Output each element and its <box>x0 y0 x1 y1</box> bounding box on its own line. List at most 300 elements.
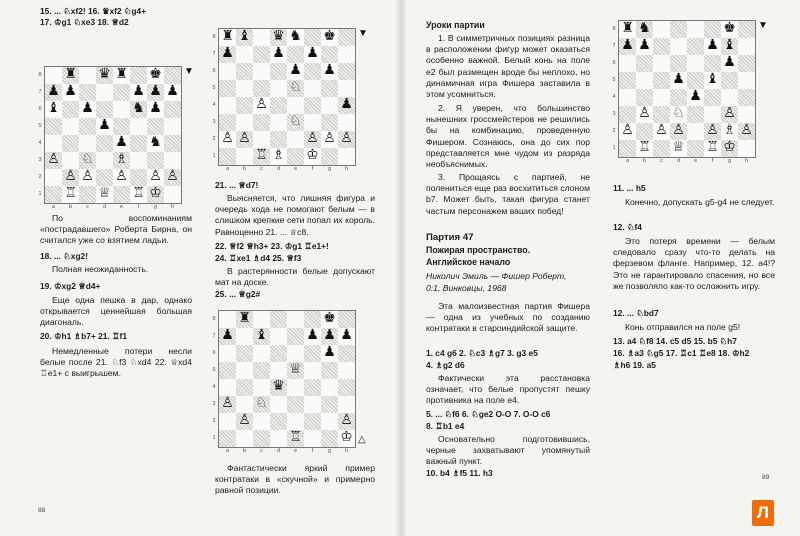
chess-piece: ♟ <box>306 327 319 343</box>
board-square <box>79 118 96 135</box>
file-label: e <box>693 158 698 164</box>
chess-piece: ♘ <box>672 105 685 121</box>
board-square <box>253 379 270 396</box>
board-square <box>236 379 253 396</box>
board-square <box>287 97 304 114</box>
chess-piece: ♝ <box>255 327 268 343</box>
paragraph-surprise: Полная неожиданность. <box>52 264 149 274</box>
board-square <box>287 379 304 396</box>
board-square <box>636 123 653 140</box>
chess-piece: ♟ <box>340 96 353 112</box>
game-subtitle: Пожирая пространство. <box>426 245 531 255</box>
board-square <box>164 152 181 169</box>
board-3 <box>210 310 368 456</box>
board-square <box>304 396 321 413</box>
board-square <box>287 131 304 148</box>
board-square <box>287 413 304 430</box>
rank-label: 6 <box>38 106 42 112</box>
chess-piece: ♖ <box>706 139 719 155</box>
chess-piece: ♟ <box>132 83 145 99</box>
chess-piece: ♚ <box>323 310 336 326</box>
file-label: c <box>86 204 89 210</box>
board-square <box>79 186 96 203</box>
board-square <box>687 123 704 140</box>
rank-label: 4 <box>212 384 216 390</box>
paragraph-losses: Немедленные потери несли белые после 21. ♘f3 ♘xd4 22. ♕xd4 ♖e1+ с выигрышем. <box>40 346 192 379</box>
chess-piece: ♘ <box>289 79 302 95</box>
paragraph-byrne-memory: По воспоминаниям «пострадавшего» Роберта Бирна, он считался уже со взятием ладьи. <box>40 213 192 246</box>
board-square <box>619 89 636 106</box>
lesson-1: 1. В симметричных позициях разница в расположении фигур может оказаться особенно важной. Белый конь на поле e2 был размещен вроде бы неплохо, но динамичная игра Фишера заставила в этом усомниться. <box>426 33 590 100</box>
board-square <box>253 362 270 379</box>
chess-piece: ♙ <box>638 105 651 121</box>
board-square <box>270 362 287 379</box>
rank-label: 7 <box>38 89 42 95</box>
board-square <box>338 114 355 131</box>
move-line-15: 15. ... ♘xf2! 16. ♛xf2 ♘g4+ <box>40 6 147 16</box>
board-square <box>147 152 164 169</box>
side-to-move-icon: ▼ <box>758 20 768 31</box>
chess-piece: ♖ <box>289 429 302 445</box>
board-square <box>253 63 270 80</box>
board-square <box>321 80 338 97</box>
chess-piece: ♘ <box>81 151 94 167</box>
board-square <box>62 135 79 152</box>
board-square <box>270 131 287 148</box>
chess-piece: ♞ <box>132 100 145 116</box>
board-square <box>704 89 721 106</box>
chess-piece: ♗ <box>723 122 736 138</box>
board-4 <box>610 20 768 166</box>
chess-piece: ♙ <box>706 122 719 138</box>
board-square <box>687 140 704 157</box>
comment-g5-g4: Конечно, допускать g5-g4 не следует. <box>625 197 775 207</box>
rank-label: 6 <box>212 68 216 74</box>
move-21-reply: 21. ... ♕d7! <box>215 180 259 190</box>
chess-piece: ♟ <box>166 83 179 99</box>
chess-piece: ♟ <box>289 62 302 78</box>
board-square <box>253 413 270 430</box>
board-square <box>96 152 113 169</box>
chess-piece: ♗ <box>115 151 128 167</box>
file-labels <box>45 204 181 210</box>
board-square <box>304 362 321 379</box>
board-square <box>687 55 704 72</box>
board-square <box>619 140 636 157</box>
moves-5-7: 5. ... ♘f6 6. ♘ge2 O-O 7. O-O c6 <box>426 409 551 419</box>
board-square <box>687 21 704 38</box>
rank-label: 3 <box>212 119 216 125</box>
board-square <box>304 114 321 131</box>
move-18: 18. ... ♘xg2! <box>40 251 89 261</box>
board-square <box>253 46 270 63</box>
chess-piece: ♝ <box>706 71 719 87</box>
move-20: 20. ♔h1 ♗b7+ 21. ♖f1 <box>40 331 128 341</box>
move-line-17: 17. ♔g1 ♘xe3 18. ♕d2 <box>40 17 129 28</box>
board-square <box>62 101 79 118</box>
board-square <box>45 169 62 186</box>
rank-label: 6 <box>612 60 616 66</box>
board-square <box>287 311 304 328</box>
board-square <box>79 67 96 84</box>
board-square <box>96 135 113 152</box>
board-square <box>287 345 304 362</box>
board-square <box>321 148 338 165</box>
board-2 <box>210 28 368 174</box>
rank-label: 6 <box>212 350 216 356</box>
board-square <box>321 114 338 131</box>
lessons-title: Уроки партии <box>426 20 485 30</box>
chess-piece: ♙ <box>323 130 336 146</box>
board-square <box>338 148 355 165</box>
rank-label: 3 <box>612 111 616 117</box>
file-labels <box>219 448 355 454</box>
board-square <box>236 63 253 80</box>
chess-piece: ♟ <box>323 327 336 343</box>
paragraph-confusion: В растерянности белые допускают мат на доске. <box>215 266 375 288</box>
rank-label: 3 <box>38 157 42 163</box>
board-square <box>304 379 321 396</box>
board-square <box>304 345 321 362</box>
board-square <box>619 106 636 123</box>
comment-knight-g5: Конь отправился на поле g5! <box>625 322 741 332</box>
board-square <box>253 114 270 131</box>
paragraph-prepared: Основательно подготовившись, черные захватывают упомянутый важный пункт. <box>426 434 590 467</box>
lesson-2: 2. Я уверен, что большинство нынешних гроссмейстеров не решились бы на комбинацию, проведенную Фишером. Сознаюсь, она до сих пор представляется мне чудом из разряда необъяснимых. <box>426 103 590 170</box>
board-square <box>113 101 130 118</box>
board-square <box>704 106 721 123</box>
file-label: c <box>260 448 263 454</box>
chess-piece: ♙ <box>340 130 353 146</box>
file-labels <box>219 166 355 172</box>
rank-label: 8 <box>212 34 216 40</box>
chess-piece: ♛ <box>272 28 285 44</box>
board-square <box>738 140 755 157</box>
chess-piece: ♟ <box>221 45 234 61</box>
page-gutter <box>396 0 406 536</box>
board-square <box>164 135 181 152</box>
board-square <box>219 97 236 114</box>
chess-piece: ♔ <box>149 185 162 201</box>
board-square <box>164 186 181 203</box>
moves-24-25: 24. ♖xe1 ♗d4 25. ♕f3 <box>215 253 302 263</box>
rank-label: 2 <box>612 128 616 134</box>
board-square <box>670 21 687 38</box>
board-square <box>636 55 653 72</box>
game-title: Партия 47 <box>426 232 474 243</box>
rank-label: 1 <box>612 145 616 151</box>
board-square <box>45 186 62 203</box>
board-square <box>130 67 147 84</box>
board-square <box>113 84 130 101</box>
file-label: g <box>327 166 332 172</box>
rank-label: 5 <box>38 123 42 129</box>
board-square <box>321 396 338 413</box>
board-square <box>636 89 653 106</box>
board-square <box>738 55 755 72</box>
board-square <box>45 135 62 152</box>
moves-1-3: 1. c4 g6 2. ♘c3 ♗g7 3. g3 e5 <box>426 348 538 358</box>
side-to-move-icon: △ <box>358 434 366 445</box>
paragraph-fantastic: Фантастически яркий пример контратаки в «скучной» и примерно равной позиции. <box>215 463 375 496</box>
board-square <box>236 430 253 447</box>
move-11-reply: 11. ... h5 <box>613 183 646 193</box>
file-label: f <box>137 204 140 210</box>
chess-piece: ♜ <box>221 28 234 44</box>
chess-piece: ♟ <box>149 83 162 99</box>
board-square <box>321 430 338 447</box>
board-square <box>619 72 636 89</box>
board-square <box>236 46 253 63</box>
side-to-move-icon: ▼ <box>184 66 194 77</box>
board-square <box>236 114 253 131</box>
chess-piece: ♝ <box>47 100 60 116</box>
board-square <box>164 101 181 118</box>
rank-labels <box>36 67 44 203</box>
chess-piece: ♙ <box>621 122 634 138</box>
board-square <box>236 97 253 114</box>
board-square <box>670 38 687 55</box>
rank-label: 2 <box>212 136 216 142</box>
opening-name: Английское начало <box>426 257 511 267</box>
rank-label: 7 <box>212 333 216 339</box>
game-result: 0:1, Винковцы, 1968 <box>426 283 507 293</box>
rank-label: 8 <box>212 316 216 322</box>
file-label: b <box>642 158 647 164</box>
rank-label: 4 <box>38 140 42 146</box>
chess-piece: ♟ <box>115 134 128 150</box>
chess-piece: ♖ <box>64 185 77 201</box>
chess-piece: ♔ <box>723 139 736 155</box>
file-label: g <box>153 204 158 210</box>
chess-piece: ♟ <box>47 83 60 99</box>
rank-label: 4 <box>612 94 616 100</box>
file-label: d <box>276 166 281 172</box>
file-label: b <box>242 448 247 454</box>
chess-piece: ♟ <box>306 45 319 61</box>
chess-piece: ♚ <box>723 20 736 36</box>
board-square <box>113 118 130 135</box>
board-square <box>738 106 755 123</box>
board-square <box>653 55 670 72</box>
rank-label: 8 <box>612 26 616 32</box>
file-label: h <box>170 204 175 210</box>
chess-piece: ♝ <box>723 37 736 53</box>
board-frame <box>618 20 756 158</box>
board-square <box>219 345 236 362</box>
board-square <box>321 379 338 396</box>
rank-label: 2 <box>38 174 42 180</box>
board-square <box>304 413 321 430</box>
chess-piece: ♙ <box>655 122 668 138</box>
board-frame <box>44 66 182 204</box>
chess-piece: ♙ <box>64 168 77 184</box>
chess-piece: ♟ <box>723 54 736 70</box>
paragraph-extra-piece: Выясняется, что лишняя фигура и очередь хода не помогают белым — в слишком крепкие сети попал их король. Равноценно 21. ... ♕c8. <box>215 193 375 237</box>
chess-piece: ♟ <box>98 117 111 133</box>
chess-piece: ♟ <box>64 83 77 99</box>
file-label: a <box>225 166 230 172</box>
board-square <box>670 55 687 72</box>
board-square <box>338 311 355 328</box>
chess-piece: ♗ <box>272 147 285 163</box>
board-square <box>219 63 236 80</box>
board-square <box>253 345 270 362</box>
chess-piece: ♙ <box>149 168 162 184</box>
moves-18-19: ♗h6 19. a5 <box>613 360 656 370</box>
chess-piece: ♟ <box>81 100 94 116</box>
board-square <box>270 80 287 97</box>
chess-piece: ♟ <box>706 37 719 53</box>
moves-22-23: 22. ♕f2 ♕h3+ 23. ♔g1 ♖e1+! <box>215 241 329 251</box>
chess-piece: ♟ <box>621 37 634 53</box>
rank-label: 2 <box>212 418 216 424</box>
chess-piece: ♙ <box>81 168 94 184</box>
chess-piece: ♙ <box>221 395 234 411</box>
chess-piece: ♙ <box>255 96 268 112</box>
board-square <box>236 362 253 379</box>
board-square <box>270 430 287 447</box>
rank-label: 3 <box>212 401 216 407</box>
rank-label: 1 <box>212 435 216 441</box>
board-square <box>253 311 270 328</box>
board-square <box>62 152 79 169</box>
board-square <box>96 101 113 118</box>
rank-label: 1 <box>38 191 42 197</box>
file-label: d <box>102 204 107 210</box>
board-square <box>79 84 96 101</box>
board-square <box>304 29 321 46</box>
board-square <box>304 311 321 328</box>
file-label: f <box>711 158 714 164</box>
board-square <box>653 21 670 38</box>
file-label: f <box>311 448 314 454</box>
chess-piece: ♙ <box>238 412 251 428</box>
chess-piece: ♖ <box>132 185 145 201</box>
board-square <box>219 114 236 131</box>
board-square <box>653 140 670 157</box>
board-square <box>338 46 355 63</box>
file-label: a <box>51 204 56 210</box>
board-square <box>219 80 236 97</box>
board-square <box>687 72 704 89</box>
chess-piece: ♙ <box>340 412 353 428</box>
chess-piece: ♜ <box>115 66 128 82</box>
comment-time-loss: Это потеря времени — белым следовало сразу что-то делать на ферзевом фланге. Например, 12. a4!? Это не гарантировало спасения, но все же позволяло как-то осложнить игру. <box>613 236 775 291</box>
board-square <box>270 114 287 131</box>
board-square <box>236 328 253 345</box>
board-square <box>130 118 147 135</box>
board-square <box>738 21 755 38</box>
board-square <box>236 345 253 362</box>
move-12-reply: 12. ... ♘bd7 <box>613 308 659 318</box>
board-square <box>236 148 253 165</box>
chess-piece: ♟ <box>221 327 234 343</box>
board-square <box>321 46 338 63</box>
board-square <box>236 80 253 97</box>
board-square <box>147 118 164 135</box>
chess-piece: ♙ <box>306 130 319 146</box>
chess-piece: ♞ <box>638 20 651 36</box>
file-label: d <box>276 448 281 454</box>
paragraph-diagonal: Еще одна пешка в дар, однако открывается ценнейшая большая диагональ. <box>40 295 192 328</box>
board-square <box>287 396 304 413</box>
board-square <box>287 148 304 165</box>
board-square <box>45 118 62 135</box>
board-square <box>636 72 653 89</box>
move-25-mate: 25. ... ♕g2# <box>215 289 261 299</box>
board-square <box>219 413 236 430</box>
file-label: e <box>293 448 298 454</box>
board-square <box>287 328 304 345</box>
board-square <box>236 396 253 413</box>
board-square <box>219 148 236 165</box>
rank-label: 5 <box>612 77 616 83</box>
chess-piece: ♕ <box>98 185 111 201</box>
chess-piece: ♛ <box>98 66 111 82</box>
chess-piece: ♝ <box>238 28 251 44</box>
chess-piece: ♙ <box>672 122 685 138</box>
moves-10-11: 10. b4 ♗f5 11. h3 <box>426 468 493 478</box>
board-square <box>721 89 738 106</box>
moves-4: 4. ♗g2 d6 <box>426 360 465 370</box>
board-square <box>130 135 147 152</box>
board-square <box>219 430 236 447</box>
board-square <box>219 362 236 379</box>
page-number-right: 89 <box>762 474 770 481</box>
board-square <box>738 72 755 89</box>
board-square <box>304 430 321 447</box>
chess-piece: ♜ <box>238 310 251 326</box>
moves-8: 8. ♖b1 e4 <box>426 421 465 431</box>
moves-16-18: 16. ♗a3 ♘g5 17. ♖c1 ♖e8 18. ♔h2 <box>613 348 750 358</box>
chess-piece: ♟ <box>672 71 685 87</box>
board-square <box>338 379 355 396</box>
board-square <box>304 97 321 114</box>
file-label: g <box>327 448 332 454</box>
board-square <box>96 84 113 101</box>
chess-piece: ♕ <box>289 361 302 377</box>
game-players: Николич Эмиль — Фишер Роберт, <box>426 271 567 281</box>
board-square <box>79 135 96 152</box>
board-square <box>164 118 181 135</box>
rank-label: 8 <box>38 72 42 78</box>
side-to-move-icon: ▼ <box>358 28 368 39</box>
file-label: b <box>68 204 73 210</box>
chess-piece: ♟ <box>340 327 353 343</box>
rank-label: 1 <box>212 153 216 159</box>
publisher-logo: Л <box>752 500 774 526</box>
chess-piece: ♟ <box>638 37 651 53</box>
board-square <box>704 21 721 38</box>
chess-piece: ♛ <box>272 378 285 394</box>
board-square <box>619 55 636 72</box>
board-square <box>270 97 287 114</box>
chess-piece: ♟ <box>689 88 702 104</box>
chess-piece: ♟ <box>272 45 285 61</box>
file-label: e <box>293 166 298 172</box>
board-square <box>45 67 62 84</box>
rank-label: 7 <box>612 43 616 49</box>
file-label: d <box>676 158 681 164</box>
board-square <box>738 89 755 106</box>
move-19: 19. ♔xg2 ♕d4+ <box>40 281 101 291</box>
board-square <box>270 413 287 430</box>
page-number-left: 88 <box>38 507 46 514</box>
board-square <box>253 430 270 447</box>
board-square <box>219 311 236 328</box>
board-square <box>113 186 130 203</box>
